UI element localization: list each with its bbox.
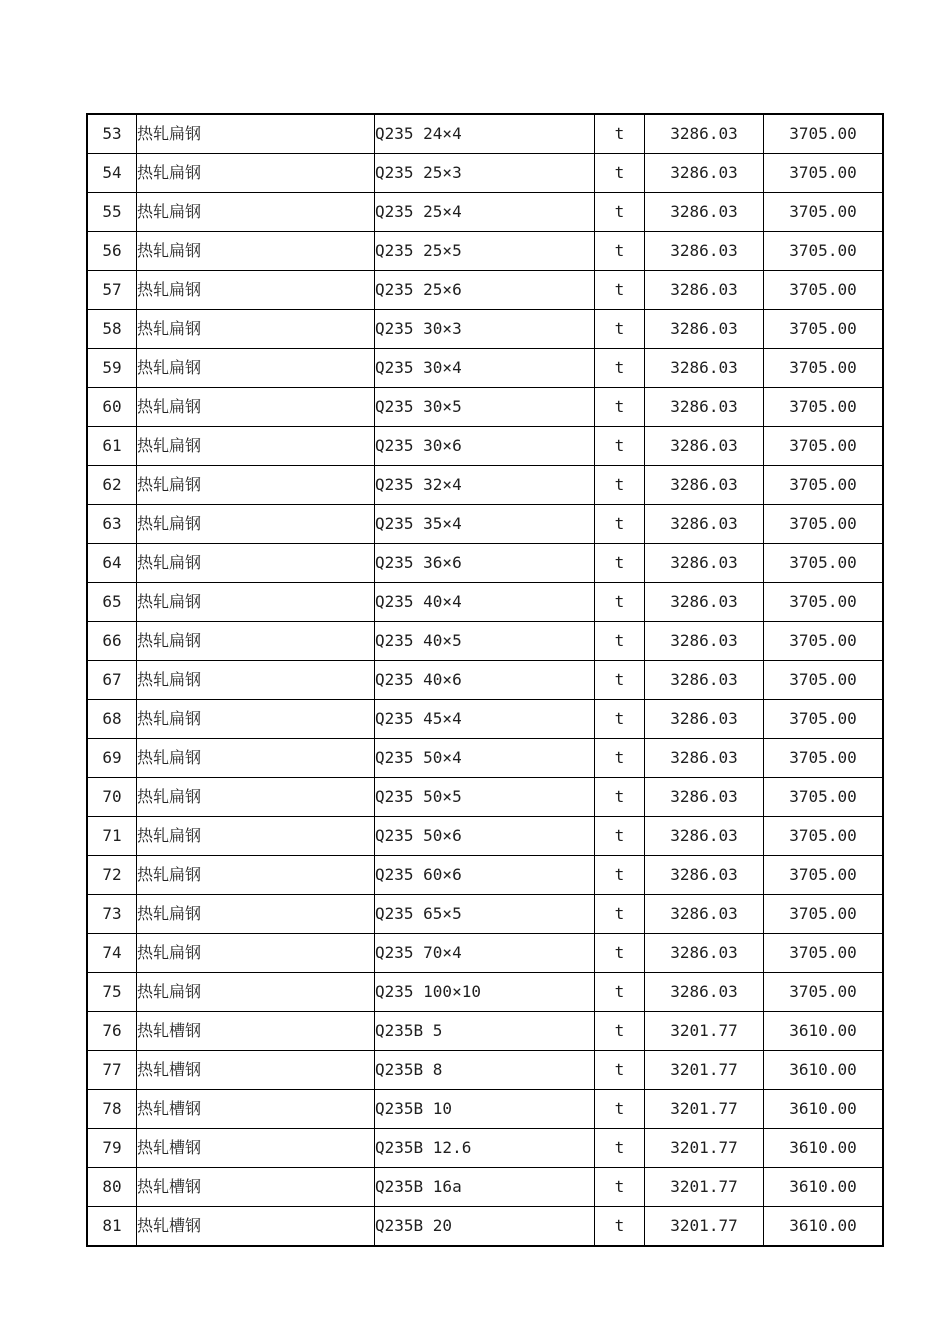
row-number-cell: 61 <box>87 427 137 466</box>
table-row <box>87 427 883 466</box>
price2-cell: 3705.00 <box>764 583 884 622</box>
price-table-container <box>86 113 884 1247</box>
row-number-cell: 57 <box>87 271 137 310</box>
material-name-cell: 热轧扁钢 <box>137 544 375 583</box>
spec-cell: Q235 24×4 <box>375 114 595 154</box>
row-number-cell: 58 <box>87 310 137 349</box>
row-number-cell: 63 <box>87 505 137 544</box>
spec-cell: Q235B 16a <box>375 1168 595 1207</box>
spec-cell: Q235 60×6 <box>375 856 595 895</box>
price2-cell: 3610.00 <box>764 1012 884 1051</box>
spec-cell: Q235 25×4 <box>375 193 595 232</box>
row-number-cell: 78 <box>87 1090 137 1129</box>
price2-cell: 3705.00 <box>764 856 884 895</box>
table-row <box>87 310 883 349</box>
price2-cell: 3610.00 <box>764 1207 884 1247</box>
spec-cell: Q235 30×6 <box>375 427 595 466</box>
unit-cell: t <box>595 1090 645 1129</box>
spec-cell: Q235 25×5 <box>375 232 595 271</box>
unit-cell: t <box>595 739 645 778</box>
unit-cell: t <box>595 388 645 427</box>
unit-cell: t <box>595 856 645 895</box>
spec-cell: Q235 40×4 <box>375 583 595 622</box>
material-name-cell: 热轧扁钢 <box>137 193 375 232</box>
price2-cell: 3705.00 <box>764 427 884 466</box>
price2-cell: 3705.00 <box>764 817 884 856</box>
unit-cell: t <box>595 310 645 349</box>
unit-cell: t <box>595 778 645 817</box>
row-number-cell: 64 <box>87 544 137 583</box>
material-name-cell: 热轧扁钢 <box>137 271 375 310</box>
price1-cell: 3286.03 <box>645 271 764 310</box>
price1-cell: 3286.03 <box>645 817 764 856</box>
price1-cell: 3286.03 <box>645 700 764 739</box>
spec-cell: Q235B 20 <box>375 1207 595 1247</box>
spec-cell: Q235 35×4 <box>375 505 595 544</box>
material-name-cell: 热轧槽钢 <box>137 1090 375 1129</box>
material-name-cell: 热轧扁钢 <box>137 583 375 622</box>
price1-cell: 3286.03 <box>645 193 764 232</box>
price1-cell: 3286.03 <box>645 310 764 349</box>
material-name-cell: 热轧扁钢 <box>137 466 375 505</box>
price1-cell: 3201.77 <box>645 1129 764 1168</box>
price2-cell: 3610.00 <box>764 1051 884 1090</box>
table-row <box>87 193 883 232</box>
table-row <box>87 583 883 622</box>
unit-cell: t <box>595 700 645 739</box>
table-row <box>87 817 883 856</box>
row-number-cell: 81 <box>87 1207 137 1247</box>
price1-cell: 3286.03 <box>645 505 764 544</box>
material-name-cell: 热轧扁钢 <box>137 661 375 700</box>
price2-cell: 3705.00 <box>764 349 884 388</box>
unit-cell: t <box>595 583 645 622</box>
unit-cell: t <box>595 271 645 310</box>
price2-cell: 3705.00 <box>764 271 884 310</box>
table-row <box>87 349 883 388</box>
price1-cell: 3286.03 <box>645 466 764 505</box>
material-name-cell: 热轧扁钢 <box>137 349 375 388</box>
spec-cell: Q235 50×6 <box>375 817 595 856</box>
row-number-cell: 68 <box>87 700 137 739</box>
price2-cell: 3705.00 <box>764 154 884 193</box>
table-row <box>87 778 883 817</box>
row-number-cell: 76 <box>87 1012 137 1051</box>
row-number-cell: 67 <box>87 661 137 700</box>
price1-cell: 3286.03 <box>645 622 764 661</box>
price2-cell: 3705.00 <box>764 232 884 271</box>
price2-cell: 3705.00 <box>764 934 884 973</box>
row-number-cell: 80 <box>87 1168 137 1207</box>
row-number-cell: 70 <box>87 778 137 817</box>
price2-cell: 3610.00 <box>764 1168 884 1207</box>
price2-cell: 3705.00 <box>764 739 884 778</box>
unit-cell: t <box>595 973 645 1012</box>
table-row <box>87 934 883 973</box>
material-name-cell: 热轧扁钢 <box>137 114 375 154</box>
price2-cell: 3705.00 <box>764 973 884 1012</box>
unit-cell: t <box>595 817 645 856</box>
spec-cell: Q235 50×4 <box>375 739 595 778</box>
spec-cell: Q235 50×5 <box>375 778 595 817</box>
unit-cell: t <box>595 466 645 505</box>
price2-cell: 3705.00 <box>764 661 884 700</box>
spec-cell: Q235 30×3 <box>375 310 595 349</box>
price1-cell: 3286.03 <box>645 661 764 700</box>
material-name-cell: 热轧扁钢 <box>137 622 375 661</box>
row-number-cell: 69 <box>87 739 137 778</box>
price2-cell: 3705.00 <box>764 895 884 934</box>
table-row <box>87 1168 883 1207</box>
spec-cell: Q235 40×5 <box>375 622 595 661</box>
spec-cell: Q235 30×5 <box>375 388 595 427</box>
unit-cell: t <box>595 154 645 193</box>
unit-cell: t <box>595 661 645 700</box>
price2-cell: 3705.00 <box>764 700 884 739</box>
table-row <box>87 622 883 661</box>
price2-cell: 3705.00 <box>764 505 884 544</box>
unit-cell: t <box>595 232 645 271</box>
price2-cell: 3705.00 <box>764 114 884 154</box>
price1-cell: 3286.03 <box>645 856 764 895</box>
spec-cell: Q235B 8 <box>375 1051 595 1090</box>
spec-cell: Q235B 5 <box>375 1012 595 1051</box>
material-name-cell: 热轧扁钢 <box>137 856 375 895</box>
row-number-cell: 66 <box>87 622 137 661</box>
spec-cell: Q235 32×4 <box>375 466 595 505</box>
material-name-cell: 热轧扁钢 <box>137 817 375 856</box>
spec-cell: Q235 70×4 <box>375 934 595 973</box>
price1-cell: 3201.77 <box>645 1012 764 1051</box>
unit-cell: t <box>595 544 645 583</box>
price-table <box>86 113 884 1247</box>
price1-cell: 3286.03 <box>645 154 764 193</box>
row-number-cell: 75 <box>87 973 137 1012</box>
price2-cell: 3705.00 <box>764 778 884 817</box>
table-row <box>87 1090 883 1129</box>
unit-cell: t <box>595 193 645 232</box>
spec-cell: Q235 30×4 <box>375 349 595 388</box>
material-name-cell: 热轧扁钢 <box>137 154 375 193</box>
unit-cell: t <box>595 1129 645 1168</box>
spec-cell: Q235 25×3 <box>375 154 595 193</box>
price2-cell: 3705.00 <box>764 622 884 661</box>
price1-cell: 3201.77 <box>645 1090 764 1129</box>
table-row <box>87 505 883 544</box>
price2-cell: 3610.00 <box>764 1090 884 1129</box>
table-row <box>87 1051 883 1090</box>
table-row <box>87 114 883 154</box>
row-number-cell: 59 <box>87 349 137 388</box>
row-number-cell: 73 <box>87 895 137 934</box>
material-name-cell: 热轧槽钢 <box>137 1168 375 1207</box>
material-name-cell: 热轧扁钢 <box>137 895 375 934</box>
material-name-cell: 热轧槽钢 <box>137 1129 375 1168</box>
spec-cell: Q235 45×4 <box>375 700 595 739</box>
table-row <box>87 466 883 505</box>
price1-cell: 3286.03 <box>645 388 764 427</box>
table-row <box>87 154 883 193</box>
material-name-cell: 热轧扁钢 <box>137 934 375 973</box>
row-number-cell: 77 <box>87 1051 137 1090</box>
price1-cell: 3286.03 <box>645 973 764 1012</box>
price1-cell: 3286.03 <box>645 114 764 154</box>
unit-cell: t <box>595 1207 645 1247</box>
material-name-cell: 热轧扁钢 <box>137 739 375 778</box>
material-name-cell: 热轧扁钢 <box>137 973 375 1012</box>
price2-cell: 3705.00 <box>764 544 884 583</box>
spec-cell: Q235 40×6 <box>375 661 595 700</box>
row-number-cell: 60 <box>87 388 137 427</box>
spec-cell: Q235 36×6 <box>375 544 595 583</box>
price-table-body <box>87 114 883 1246</box>
price1-cell: 3201.77 <box>645 1207 764 1247</box>
table-row <box>87 1012 883 1051</box>
unit-cell: t <box>595 934 645 973</box>
spec-cell: Q235 25×6 <box>375 271 595 310</box>
price1-cell: 3201.77 <box>645 1168 764 1207</box>
price1-cell: 3286.03 <box>645 895 764 934</box>
unit-cell: t <box>595 895 645 934</box>
unit-cell: t <box>595 1168 645 1207</box>
unit-cell: t <box>595 114 645 154</box>
table-row <box>87 1207 883 1247</box>
material-name-cell: 热轧扁钢 <box>137 232 375 271</box>
row-number-cell: 56 <box>87 232 137 271</box>
table-row <box>87 661 883 700</box>
price2-cell: 3705.00 <box>764 388 884 427</box>
material-name-cell: 热轧槽钢 <box>137 1051 375 1090</box>
price1-cell: 3286.03 <box>645 934 764 973</box>
row-number-cell: 79 <box>87 1129 137 1168</box>
row-number-cell: 62 <box>87 466 137 505</box>
material-name-cell: 热轧扁钢 <box>137 505 375 544</box>
spec-cell: Q235B 10 <box>375 1090 595 1129</box>
row-number-cell: 53 <box>87 114 137 154</box>
unit-cell: t <box>595 349 645 388</box>
unit-cell: t <box>595 1012 645 1051</box>
row-number-cell: 72 <box>87 856 137 895</box>
row-number-cell: 71 <box>87 817 137 856</box>
price1-cell: 3286.03 <box>645 583 764 622</box>
table-row <box>87 544 883 583</box>
unit-cell: t <box>595 1051 645 1090</box>
material-name-cell: 热轧槽钢 <box>137 1012 375 1051</box>
spec-cell: Q235 100×10 <box>375 973 595 1012</box>
table-row <box>87 700 883 739</box>
price1-cell: 3286.03 <box>645 232 764 271</box>
material-name-cell: 热轧扁钢 <box>137 388 375 427</box>
price2-cell: 3610.00 <box>764 1129 884 1168</box>
price1-cell: 3286.03 <box>645 778 764 817</box>
price1-cell: 3286.03 <box>645 544 764 583</box>
price1-cell: 3286.03 <box>645 427 764 466</box>
table-row <box>87 856 883 895</box>
material-name-cell: 热轧扁钢 <box>137 778 375 817</box>
table-row <box>87 232 883 271</box>
table-row <box>87 1129 883 1168</box>
price2-cell: 3705.00 <box>764 466 884 505</box>
unit-cell: t <box>595 505 645 544</box>
price1-cell: 3286.03 <box>645 349 764 388</box>
price1-cell: 3286.03 <box>645 739 764 778</box>
table-row <box>87 973 883 1012</box>
material-name-cell: 热轧扁钢 <box>137 310 375 349</box>
row-number-cell: 65 <box>87 583 137 622</box>
material-name-cell: 热轧扁钢 <box>137 427 375 466</box>
spec-cell: Q235B 12.6 <box>375 1129 595 1168</box>
material-name-cell: 热轧槽钢 <box>137 1207 375 1247</box>
material-name-cell: 热轧扁钢 <box>137 700 375 739</box>
table-row <box>87 895 883 934</box>
unit-cell: t <box>595 427 645 466</box>
table-row <box>87 271 883 310</box>
row-number-cell: 55 <box>87 193 137 232</box>
row-number-cell: 74 <box>87 934 137 973</box>
price1-cell: 3201.77 <box>645 1051 764 1090</box>
table-row <box>87 388 883 427</box>
table-row <box>87 739 883 778</box>
spec-cell: Q235 65×5 <box>375 895 595 934</box>
price2-cell: 3705.00 <box>764 193 884 232</box>
unit-cell: t <box>595 622 645 661</box>
row-number-cell: 54 <box>87 154 137 193</box>
price2-cell: 3705.00 <box>764 310 884 349</box>
